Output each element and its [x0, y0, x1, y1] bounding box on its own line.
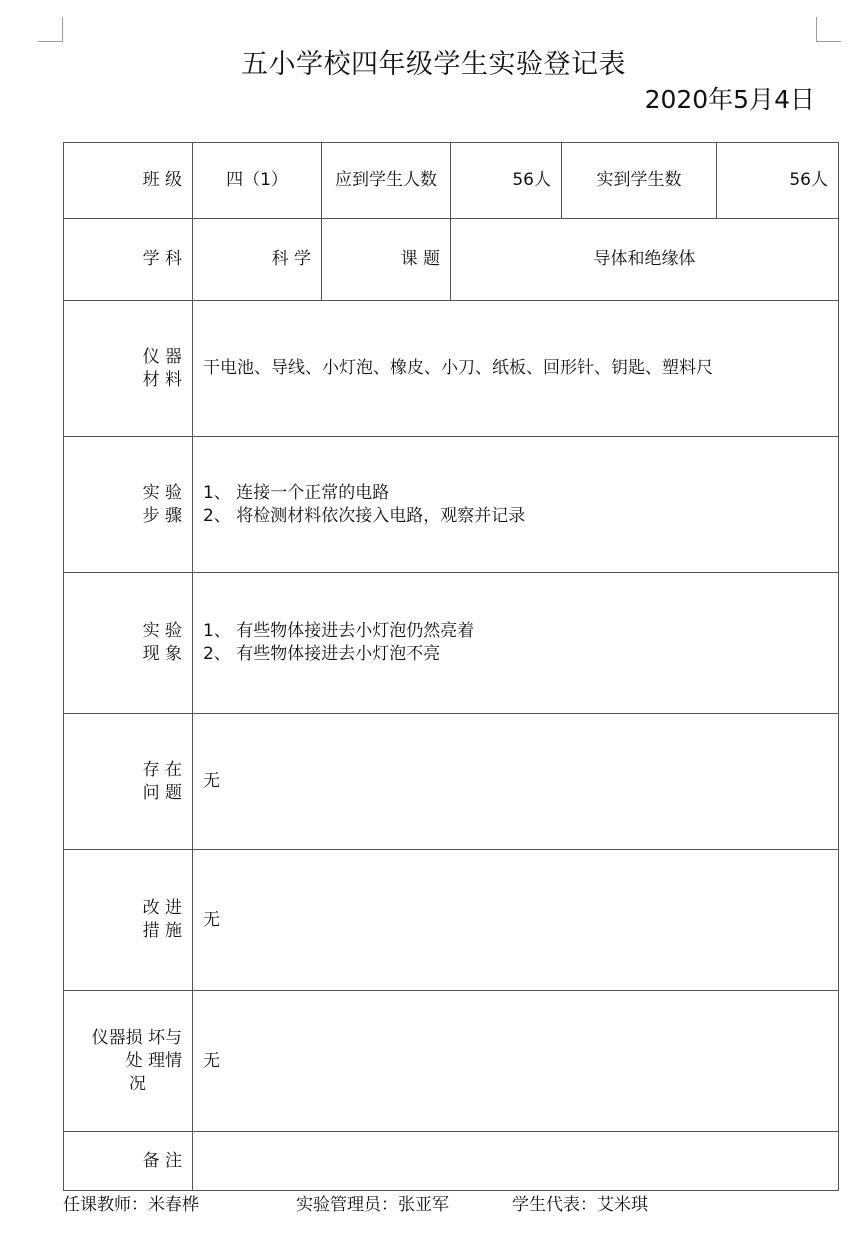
table-row	[64, 714, 839, 850]
label-line: 仪 器	[142, 346, 182, 367]
table-row	[64, 219, 839, 301]
subject-value: 科 学	[193, 219, 322, 301]
table-row	[64, 437, 839, 573]
experiment-record-table	[63, 142, 839, 1191]
student-rep-signature: 学生代表：艾米琪	[512, 1195, 648, 1215]
actual-students-label: 实到学生数	[562, 143, 717, 219]
improvements-label	[64, 850, 193, 991]
table-row	[64, 850, 839, 991]
table-row	[64, 301, 839, 437]
remarks-content	[193, 1132, 839, 1191]
content-line: 2、 有些物体接进去小灯泡不亮	[203, 644, 441, 664]
problems-content	[193, 714, 839, 850]
topic-label: 课 题	[322, 219, 451, 301]
label-line: 况	[129, 1073, 146, 1094]
label-line: 处 理情	[125, 1050, 182, 1071]
label-line: 材 料	[142, 369, 182, 390]
table-row	[64, 143, 839, 219]
label-line: 实 验	[142, 621, 182, 641]
class-label: 班 级	[64, 143, 193, 219]
problems-label	[64, 714, 193, 850]
page-corner-mark	[816, 17, 841, 42]
content-line: 无	[203, 1050, 220, 1071]
actual-students-value: 56人	[717, 143, 839, 219]
content-line: 1、 有些物体接进去小灯泡仍然亮着	[203, 621, 475, 641]
damage-content	[193, 991, 839, 1132]
label-line: 改 进	[142, 898, 182, 918]
content-line: 干电池、导线、小灯泡、橡皮、小刀、纸板、回形针、钥匙、塑料尺	[203, 358, 713, 378]
table-row	[64, 1132, 839, 1191]
content-line: 无	[203, 909, 220, 930]
label-line: 现 象	[142, 644, 182, 664]
content-line: 1、 连接一个正常的电路	[203, 482, 390, 503]
instruments-label	[64, 301, 193, 437]
page-corner-mark	[38, 17, 63, 42]
label-line: 措 施	[142, 921, 182, 941]
remarks-label	[64, 1132, 193, 1191]
improvements-content	[193, 850, 839, 991]
content-line: 2、 将检测材料依次接入电路，观察并记录	[203, 505, 526, 526]
table-row	[64, 573, 839, 714]
label-line: 备 注	[142, 1150, 182, 1171]
damage-label	[64, 991, 193, 1132]
expected-students-label: 应到学生人数	[322, 143, 451, 219]
label-line: 步 骤	[142, 505, 182, 526]
label-line: 实 验	[142, 482, 182, 503]
steps-label	[64, 437, 193, 573]
expected-students-value: 56人	[451, 143, 562, 219]
teacher-signature: 任课教师：米春桦	[63, 1195, 199, 1215]
label-line: 问 题	[142, 782, 182, 803]
subject-label: 学 科	[64, 219, 193, 301]
steps-content	[193, 437, 839, 573]
content-line: 无	[203, 771, 220, 791]
label-line: 存 在	[142, 759, 182, 780]
table-row	[64, 991, 839, 1132]
record-date: 2020年5月4日	[644, 85, 815, 114]
instruments-content	[193, 301, 839, 437]
phenomena-content	[193, 573, 839, 714]
phenomena-label	[64, 573, 193, 714]
topic-value: 导体和绝缘体	[451, 219, 839, 301]
label-line: 仪器损 坏与	[91, 1027, 182, 1048]
page-title: 五小学校四年级学生实验登记表	[241, 49, 626, 80]
class-value: 四（1）	[193, 143, 322, 219]
lab-admin-signature: 实验管理员：张亚军	[296, 1195, 449, 1215]
